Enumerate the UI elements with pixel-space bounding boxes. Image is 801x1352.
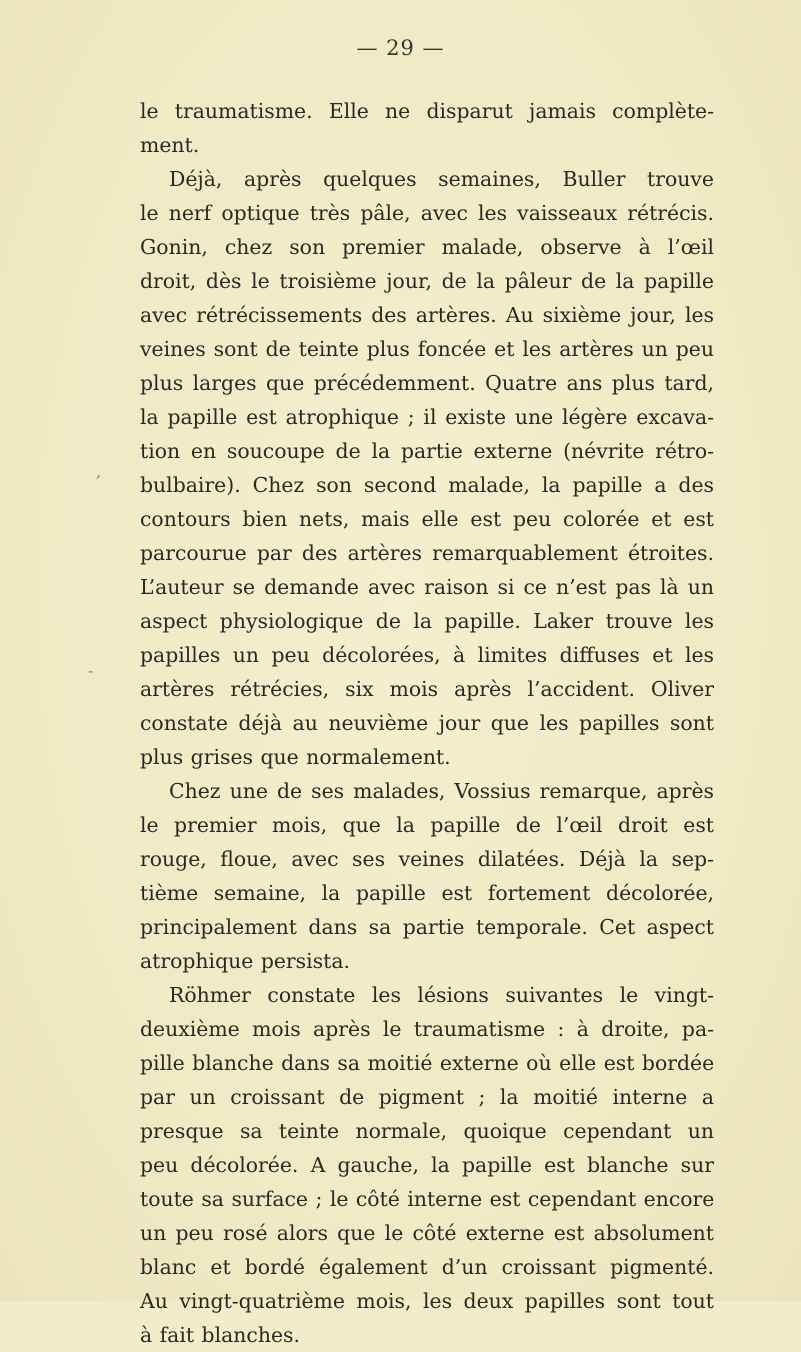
text-line: presque sa teinte normale, quoique cependant un — [140, 1119, 714, 1143]
text-line: papilles un peu décolorées, à limites diffuses et les — [140, 643, 714, 667]
text-line: plus grises que normalement. — [140, 745, 451, 769]
text-line: plus larges que précédemment. Quatre ans plus tard, — [140, 371, 714, 395]
text-line: blanc et bordé également d’un croissant pigmenté. — [140, 1255, 714, 1279]
text-line: tième semaine, la papille est fortement décolorée, — [140, 881, 714, 905]
text-line: veines sont de teinte plus foncée et les artères un peu — [140, 337, 714, 361]
text-line: rouge, floue, avec ses veines dilatées. Déjà la sep- — [140, 847, 714, 871]
text-line: parcourue par des artères remarquablement étroites. — [140, 541, 714, 565]
text-line: L’auteur se demande avec raison si ce n’est pas là un — [140, 575, 714, 599]
text-line: toute sa surface ; le côté interne est cependant encore — [140, 1187, 715, 1211]
text-line: le nerf optique très pâle, avec les vaisseaux rétrécis. — [140, 201, 714, 225]
text-line: Gonin, chez son premier malade, observe à l’œil — [140, 235, 714, 259]
text-line: Déjà, après quelques semaines, Buller trouve — [169, 167, 714, 191]
text-line: droit, dès le troisième jour, de la pâleur de la papille — [140, 269, 714, 293]
text-line: par un croissant de pigment ; la moitié interne a — [140, 1085, 714, 1109]
text-line: pille blanche dans sa moitié externe où elle est bordée — [140, 1051, 715, 1075]
text-line: ment. — [140, 133, 200, 157]
body-text — [140, 94, 714, 1352]
text-line: la papille est atrophique ; il existe une légère excava- — [140, 405, 714, 429]
text-line: principalement dans sa partie temporale. Cet aspect — [140, 915, 714, 939]
text-line: Röhmer constate les lésions suivantes le vingt- — [169, 983, 714, 1007]
text-line: le traumatisme. Elle ne disparut jamais complète- — [140, 99, 714, 123]
page-number: — 29 — — [356, 36, 445, 60]
text-line: aspect physiologique de la papille. Laker trouve les — [140, 609, 714, 633]
text-line: tion en soucoupe de la partie externe (névrite rétro- — [140, 439, 714, 463]
text-line: le premier mois, que la papille de l’œil droit est — [140, 813, 714, 837]
text-line: deuxième mois après le traumatisme : à droite, pa- — [140, 1017, 714, 1041]
text-line: artères rétrécies, six mois après l’accident. Oliver — [140, 677, 714, 701]
margin-mark: , — [96, 462, 102, 481]
text-line: Chez une de ses malades, Vossius remarque, après — [169, 779, 714, 803]
text-line: Au vingt-quatrième mois, les deux papilles sont tout — [140, 1289, 714, 1313]
text-line: constate déjà au neuvième jour que les papilles sont — [140, 711, 714, 735]
text-line: peu décolorée. A gauche, la papille est blanche sur — [140, 1153, 714, 1177]
text-line: atrophique persista. — [140, 949, 350, 973]
text-line: bulbaire). Chez son second malade, la papille a des — [140, 473, 714, 497]
margin-mark: - — [88, 661, 94, 680]
text-line: à fait blanches. — [140, 1323, 300, 1347]
text-line: un peu rosé alors que le côté externe est absolument — [140, 1221, 714, 1245]
text-line: contours bien nets, mais elle est peu colorée et est — [140, 507, 714, 531]
text-line: avec rétrécissements des artères. Au sixième jour, les — [140, 303, 714, 327]
